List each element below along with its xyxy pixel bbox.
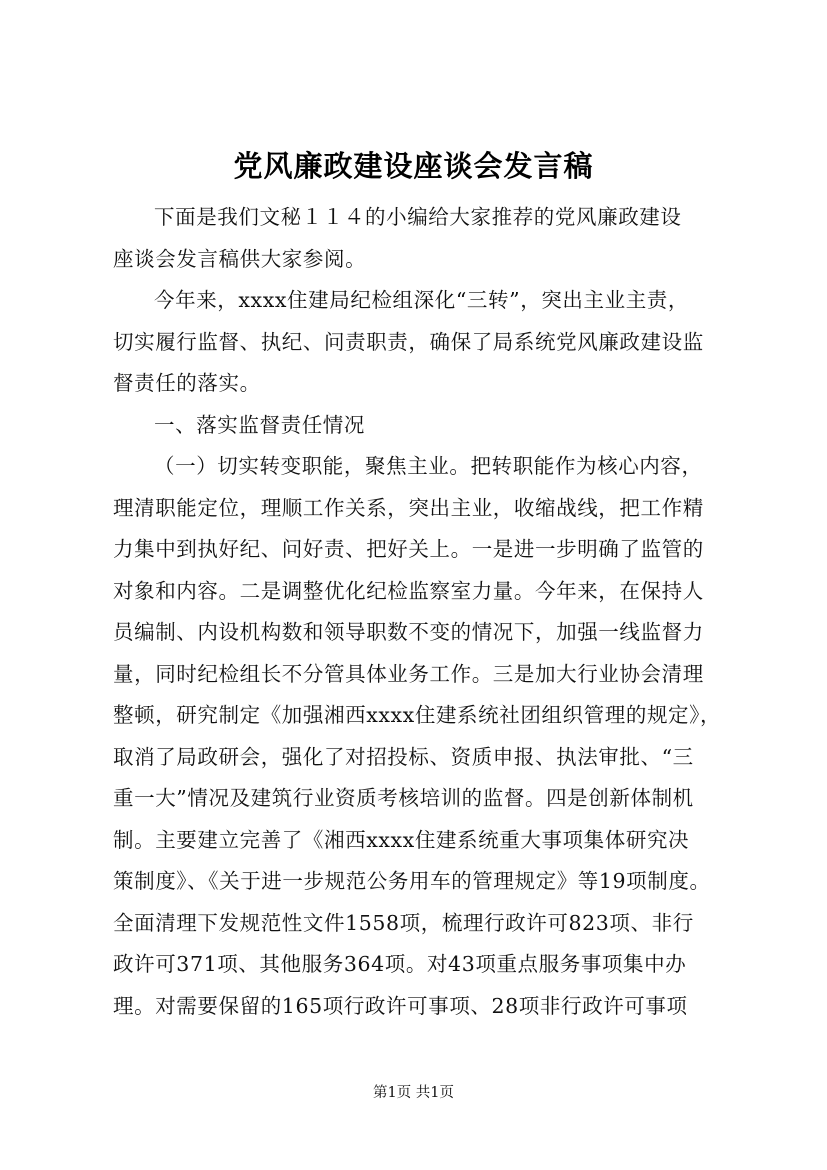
body-line: 重一大”情况及建筑行业资质考核培训的监督。四是创新体制机 [113,786,694,810]
body-line: 理。对需要保留的165项行政许可事项、28项非行政许可事项 [113,993,688,1018]
body-line: 整顿，研究制定《加强湘西xxxx住建系统社团组织管理的规定》， [113,703,722,727]
body-line: 对象和内容。二是调整优化纪检监察室力量。今年来，在保持人 [113,578,704,603]
document-title: 党风廉政建设座谈会发言稿 [233,149,594,183]
body-line: 督责任的落实。 [113,371,261,395]
body-line: 制。主要建立完善了《湘西xxxx住建系统重大事项集体研究决 [113,827,690,852]
body-line: 今年来，xxxx住建局纪检组深化“三转”，突出主业主责， [154,288,690,312]
body-line: 量，同时纪检组长不分管具体业务工作。三是加大行业协会清理 [113,661,704,686]
body-line: 员编制、内设机构数和领导职数不变的情况下，加强一线监督力 [113,620,704,644]
body-line: 下面是我们文秘１１４的小编给大家推荐的党风廉政建设 [154,205,682,229]
document-body [113,197,753,1027]
body-line: 取消了局政研会，强化了对招投标、资质申报、执法审批、“三 [113,744,694,769]
page-footer: 第1页 共1页 [372,1085,455,1101]
body-line: 座谈会发言稿供大家参阅。 [113,246,367,271]
body-line: 政许可371项、其他服务364项。对43项重点服务事项集中办 [113,952,687,976]
body-line: 策制度》、《关于进一步规范公务用车的管理规定》等19项制度。 [113,869,711,893]
body-line: （一）切实转变职能，聚焦主业。把转职能作为核心内容， [154,454,703,478]
body-line: 理清职能定位，理顺工作关系，突出主业，收缩战线，把工作精 [113,495,704,520]
body-line: 切实履行监督、执纪、问责职责，确保了局系统党风廉政建设监 [113,329,704,354]
body-line: 力集中到执好纪、问好责、把好关上。一是进一步明确了监管的 [113,537,704,561]
section-heading: 一、落实监督责任情况 [154,412,365,437]
body-line: 全面清理下发规范性文件1558项，梳理行政许可823项、非行 [113,910,694,935]
